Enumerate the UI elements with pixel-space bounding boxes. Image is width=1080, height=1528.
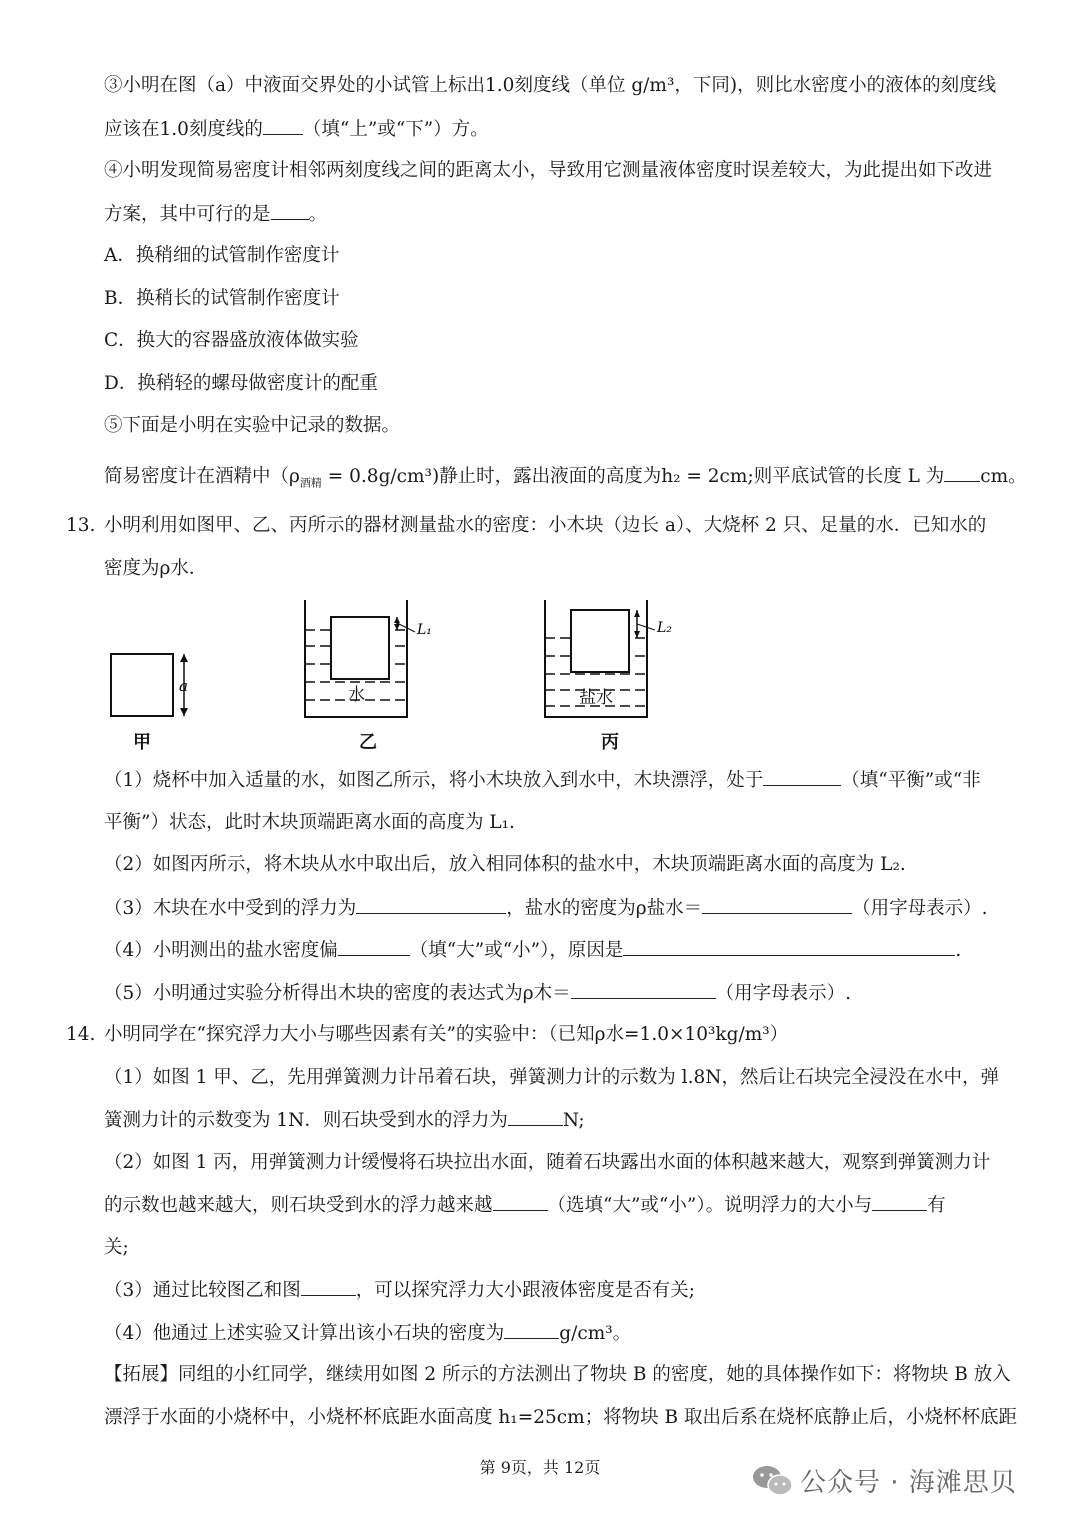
water-label: 水 [348,685,365,705]
text-fragment: N; [562,1110,585,1131]
text-fragment: 簧测力计的示数变为 1N．则石块受到水的浮力为 [104,1110,508,1131]
text-fragment: （1）烧杯中加入适量的水，如图乙所示，将小木块放入到水中，木块漂浮，处于 [104,770,764,791]
answer-blank[interactable] [338,937,410,956]
answer-blank[interactable] [356,895,506,914]
text-line: ③小明在图（a）中液面交界处的小试管上标出1.0刻度线（单位 g/m³，下同)，则比水密度小的液体的刻度线 [104,75,997,96]
text-fragment: （填“平衡”或“非 [841,770,981,791]
watermark-text: 公众号 · 海滩思贝 [800,1468,1017,1498]
text-line: 【拓展】同组的小红同学，继续用如图 2 所示的方法测出了物块 B 的密度，她的具体操作如下：将物块 B 放入 [104,1364,1011,1385]
text-fragment: 应该在1.0刻度线的 [104,119,263,140]
text-line: 漂浮于水面的小烧杯中，小烧杯杯底距水面高度 h₁=25cm；将物块 B 取出后系在烧杯底静止后，小烧杯杯底距 [104,1407,1018,1428]
wood-block-floating [331,617,389,679]
text-fragment: = 0.8g/cm³)静止时，露出液面的高度为h₂ = 2cm;则平底试管的长度 L 为 [321,466,945,487]
text-line [104,1320,631,1347]
caption-jia: 甲 [133,732,151,753]
answer-blank[interactable] [702,895,852,914]
text-line [104,895,988,922]
label-a: a [179,677,188,695]
text-line: 小明利用如图甲、乙、丙所示的器材测量盐水的密度：小木块（边长 a）、大烧杯 2 只、足量的水．已知水的 [104,515,987,536]
brine-label: 盐水 [579,688,613,708]
text-fragment: 。 [308,204,328,225]
text-line: （1）如图 1 甲、乙，先用弹簧测力计吊着石块，弹簧测力计的示数为 l.8N，然后让石块完全浸没在水中，弹 [104,1067,999,1088]
option-c: C．换大的容器盛放液体做实验 [104,330,359,351]
text-line: 关; [104,1237,129,1258]
text-fragment: （选填“大”或“小”）。说明浮力的大小与 [547,1195,873,1216]
answer-blank[interactable] [508,1107,563,1126]
text-fragment: 简易密度计在酒精中（ρ [104,466,300,487]
text-line: （2）如图 1 丙，用弹簧测力计缓慢将石块拉出水面，随着石块露出水面的体积越来越大，观察到弹簧测力计 [104,1152,991,1173]
beaker-figure [100,590,720,760]
question-number: 14. [66,1024,96,1045]
text-line: ④小明发现简易密度计相邻两刻度线之间的距离太小，导致用它测量液体密度时误差较大，为此提出如下改进 [104,160,993,181]
answer-blank[interactable] [271,201,309,220]
answer-blank[interactable] [263,116,303,135]
option-d: D．换稍轻的螺母做密度计的配重 [104,373,378,394]
text-fragment: 的示数也越来越大，则石块受到水的浮力越来越 [104,1195,493,1216]
text-fragment: （填“大”或“小”），原因是 [409,940,624,961]
text-line [104,767,981,794]
answer-blank[interactable] [944,463,980,482]
label-L1: L₁ [417,622,432,638]
text-line [104,937,961,964]
text-fragment: 方案，其中可行的是 [104,204,271,225]
text-fragment: （用字母表示）. [852,898,988,919]
text-line: （2）如图丙所示，将木块从水中取出后，放入相同体积的盐水中，木块顶端距离水面的高度为 L₂. [104,854,906,875]
page-footer: 第 9页，共 12页 [479,1458,601,1477]
text-fragment: （用字母表示）. [715,983,852,1004]
text-fragment: 有 [927,1195,946,1216]
caption-yi: 乙 [359,732,377,753]
text-line: 平衡”）状态，此时木块顶端距离水面的高度为 L₁. [104,812,515,833]
wood-block-floating [571,610,629,672]
text-line [104,1192,946,1219]
question-number: 13. [66,515,96,536]
answer-blank[interactable] [872,1192,927,1211]
answer-blank[interactable] [504,1320,559,1339]
text-fragment: . [955,940,962,961]
text-line [104,201,327,228]
text-fragment: cm。 [980,466,1027,487]
text-line [104,116,489,143]
option-b: B．换稍长的试管制作密度计 [104,288,340,309]
text-line [104,463,1027,497]
answer-blank[interactable] [571,980,716,999]
answer-blank[interactable] [493,1192,548,1211]
text-fragment: ，可以探究浮力大小跟液体密度是否有关; [355,1280,696,1301]
text-fragment: ，盐水的密度为ρ盐水＝ [506,898,703,919]
text-line [104,980,851,1007]
text-fragment: （4）他通过上述实验又计算出该小石块的密度为 [104,1323,505,1344]
subscript: 酒精 [299,476,322,490]
text-fragment: （5）小明通过实验分析得出木块的密度的表达式为ρ木＝ [104,983,571,1004]
answer-blank[interactable] [301,1277,356,1296]
answer-blank[interactable] [623,937,955,956]
text-fragment: （4）小明测出的盐水密度偏 [104,940,338,961]
text-line [104,1277,695,1304]
wood-block [111,654,173,716]
text-fragment: g/cm³。 [559,1323,632,1344]
option-a: A．换稍细的试管制作密度计 [104,245,340,266]
text-line: 小明同学在“探究浮力大小与哪些因素有关”的实验中：（已知ρ水=1.0×10³kg/m³） [104,1024,789,1045]
caption-bing: 丙 [601,732,619,753]
text-fragment: （3）通过比较图乙和图 [104,1280,301,1301]
wechat-icon [752,1464,794,1498]
answer-blank[interactable] [763,767,841,786]
text-fragment: （填“上”或“下”）方。 [302,119,489,140]
text-line: ⑤下面是小明在实验中记录的数据。 [104,415,401,436]
text-fragment: （3）木块在水中受到的浮力为 [104,898,357,919]
text-line: 密度为ρ水． [104,558,208,579]
text-line [104,1107,585,1134]
label-L2: L₂ [657,620,672,636]
